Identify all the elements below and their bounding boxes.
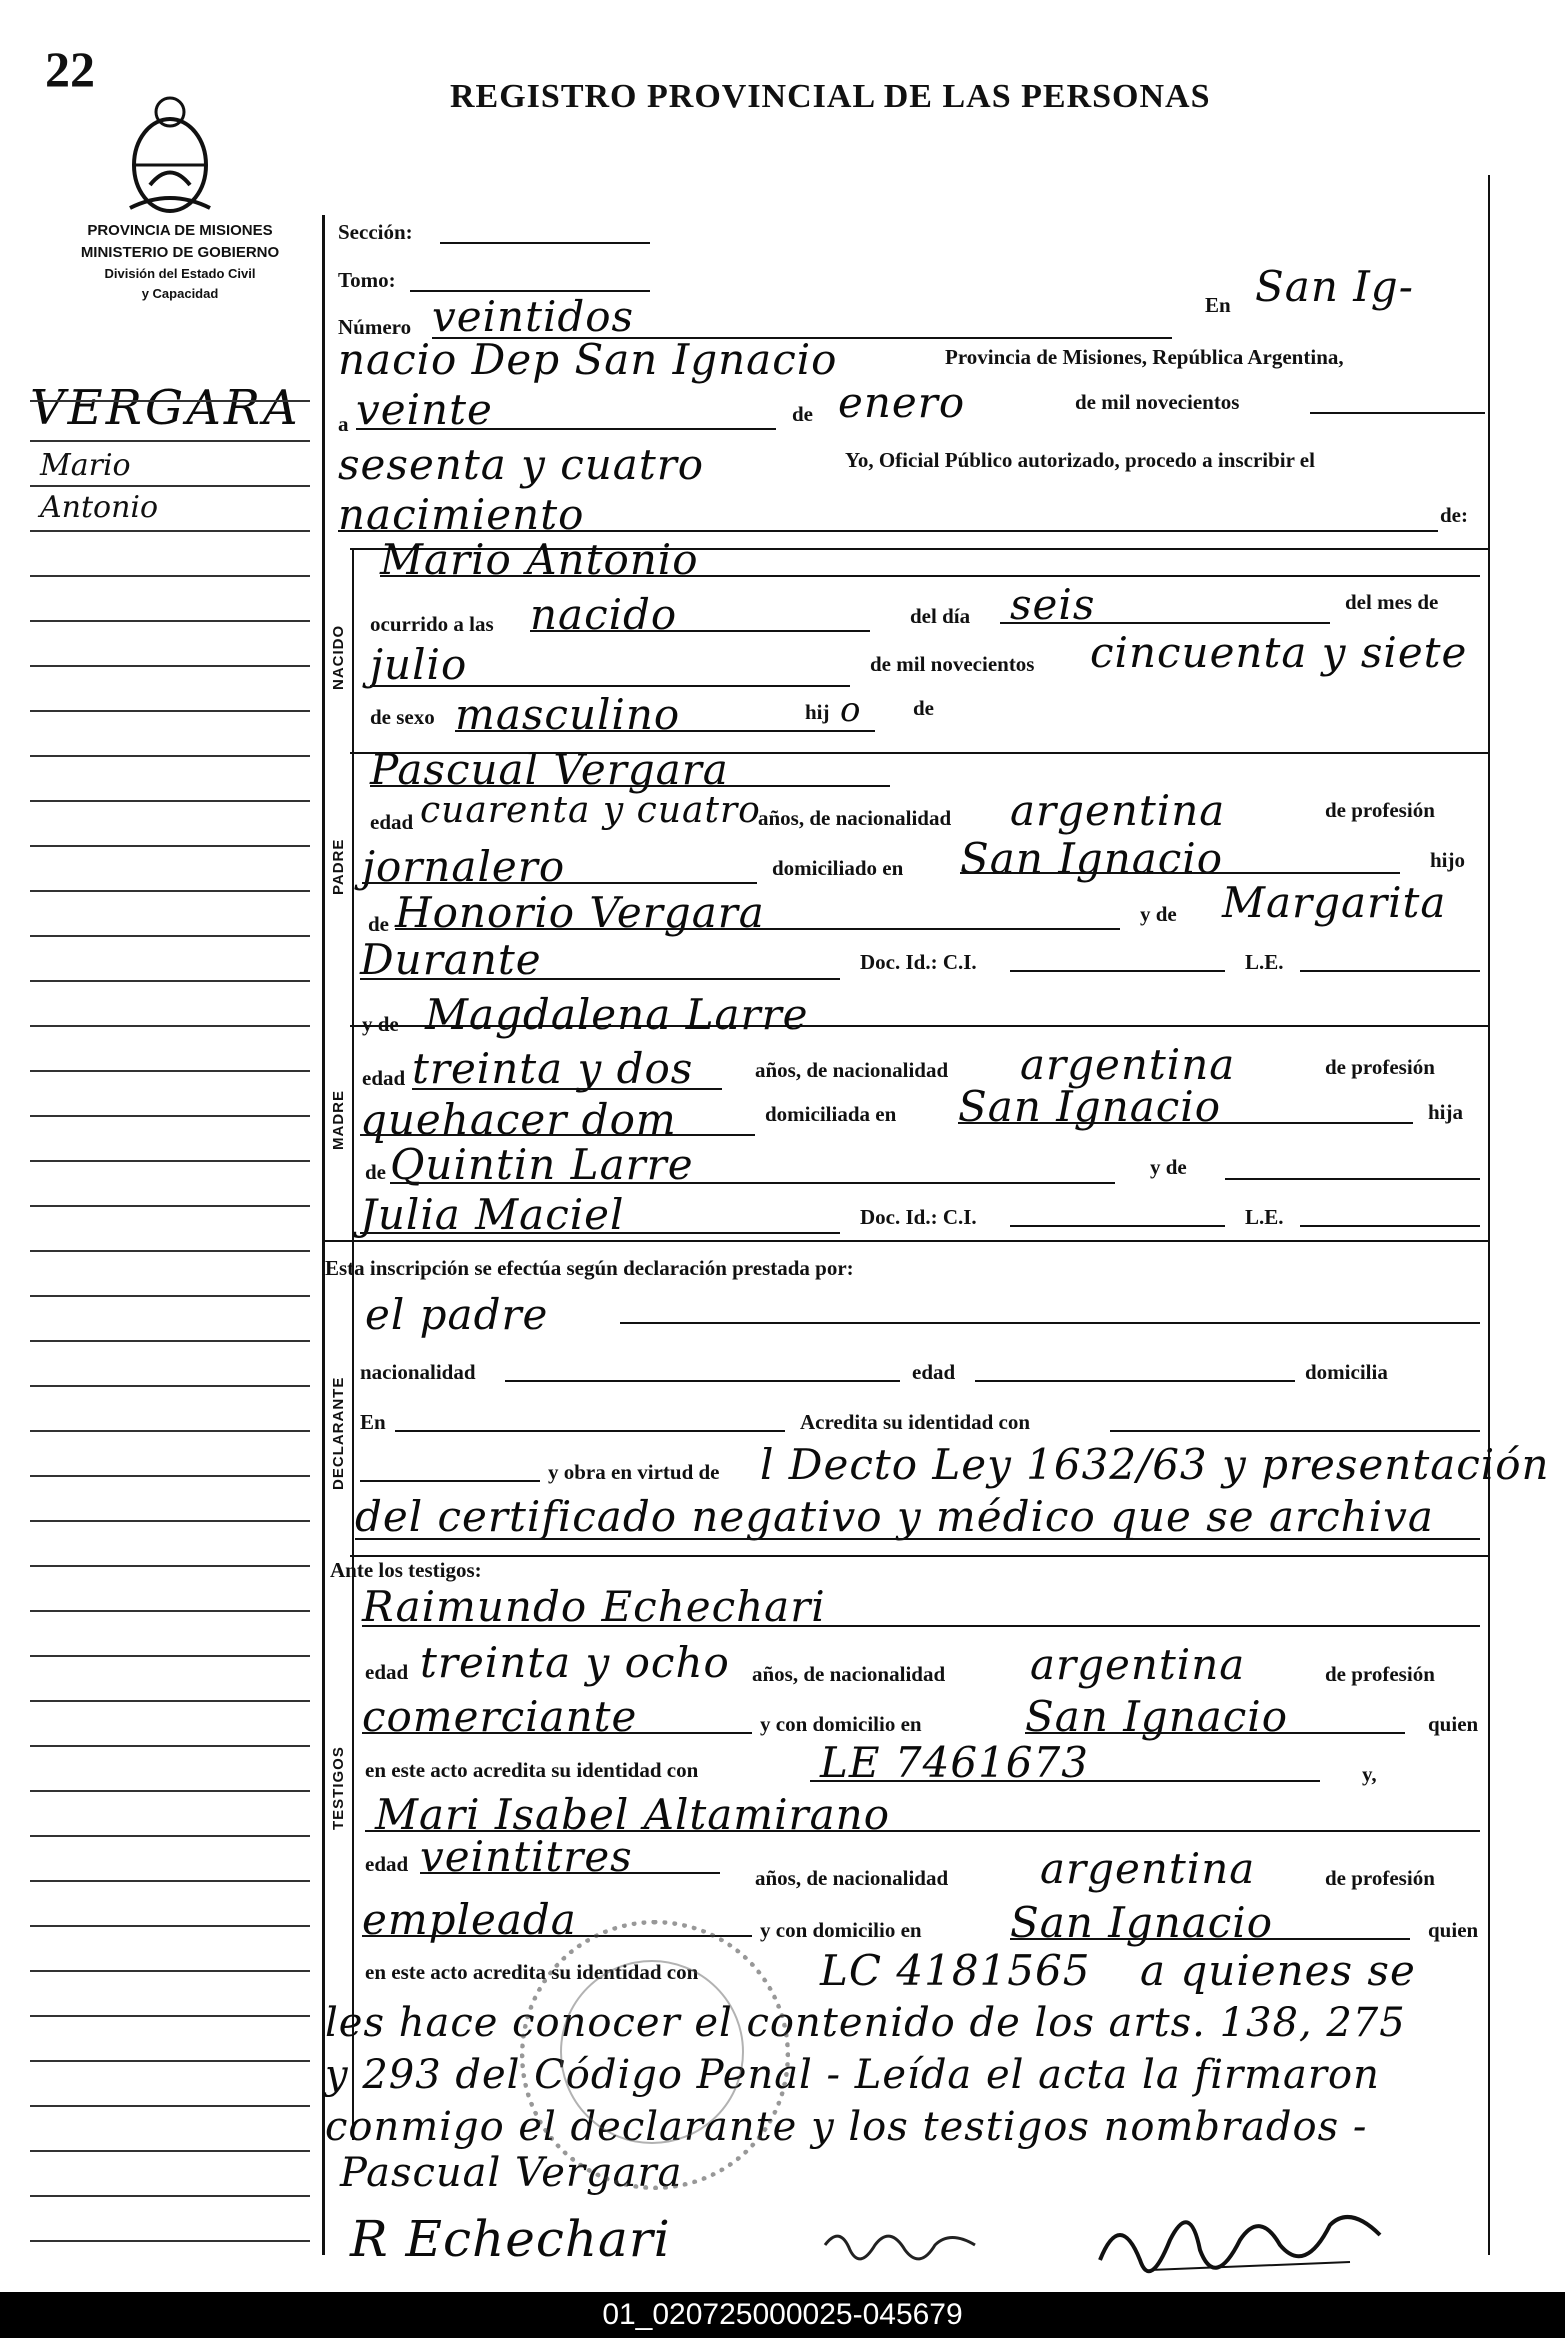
label-madre-anios-nac: años, de nacionalidad [755, 1058, 949, 1082]
value-t1-dom: San Ignacio [1025, 1692, 1289, 1741]
label-t2-profesion: de profesión [1325, 1866, 1435, 1890]
line-mil [1310, 412, 1485, 414]
document-id-footer: 01_020725000025-045679 [0, 2292, 1565, 2338]
value-anio-nac: cincuenta y siete [1090, 628, 1468, 677]
label-numero: Número [338, 315, 412, 339]
label-t2-acredita: en este acto acredita su identidad con [365, 1960, 699, 1984]
label-hij: hij [805, 700, 830, 724]
label-padre-y-de: y de [1140, 902, 1177, 926]
official-seal-inner [560, 1960, 744, 2144]
label-edad-decl: edad [912, 1360, 956, 1384]
value-en-place: San Ig- [1255, 262, 1414, 311]
value-madre-madre: Julia Maciel [360, 1190, 625, 1239]
line-padre-nombre [370, 785, 890, 787]
label-padre-anios-nac: años, de nacionalidad [758, 806, 952, 830]
label-t1-y: y, [1362, 1762, 1377, 1786]
witness-signature-icon [820, 2215, 990, 2265]
value-nombre: Mario Antonio [380, 535, 699, 584]
value-hijo-suffix: o [840, 690, 862, 730]
value-testigo-2: Mari Isabel Altamirano [375, 1790, 891, 1839]
label-madre-y-de-2: y de [1150, 1155, 1187, 1179]
label-padre-hijo: hijo [1430, 848, 1466, 872]
label-domicilia: domicilia [1305, 1360, 1388, 1384]
label-de-colon: de: [1440, 503, 1468, 527]
line-t1-dom [1025, 1732, 1405, 1734]
line-nacionalidad [505, 1380, 900, 1382]
value-madre-nac: argentina [1020, 1040, 1236, 1089]
line-en-decl [395, 1430, 785, 1432]
line-acredita [1110, 1430, 1480, 1432]
coat-of-arms-icon [120, 90, 220, 220]
value-padre-dom: San Ignacio [960, 834, 1224, 883]
value-padre-nombre: Pascual Vergara [370, 745, 729, 794]
label-t1-edad: edad [365, 1660, 409, 1684]
form-left-border [322, 215, 325, 2255]
value-t1-edad: treinta y ocho [420, 1638, 730, 1687]
line-t2-dom [1010, 1938, 1410, 1940]
label-en-decl: En [360, 1410, 386, 1434]
label-en: En [1205, 293, 1231, 317]
label-padre-de: de [368, 912, 389, 936]
value-obra-cont: del certificado negativo y médico que se archiva [355, 1492, 1434, 1541]
value-t2-tail: a quienes se [1140, 1946, 1416, 1995]
value-padre-prof: jornalero [362, 842, 566, 891]
label-t1-anios-nac: años, de nacionalidad [752, 1662, 946, 1686]
label-oficial: Yo, Oficial Público autorizado, procedo a inscribir el [845, 448, 1315, 472]
agency-division: División del Estado Civil [104, 266, 256, 281]
line-madre-le [1300, 1225, 1480, 1227]
label-t1-domicilio: y con domicilio en [760, 1712, 922, 1736]
line-obra-pre [360, 1480, 540, 1482]
value-t1-doc: LE 7461673 [820, 1738, 1089, 1787]
label-padre-profesion: de profesión [1325, 798, 1435, 822]
value-t1-prof: comerciante [362, 1692, 638, 1741]
section-label-padre: PADRE [330, 838, 347, 895]
line-seccion [440, 242, 650, 244]
line-madre-edad [412, 1088, 722, 1090]
agency-province: PROVINCIA DE MISIONES [87, 222, 273, 239]
label-t2-domicilio: y con domicilio en [760, 1918, 922, 1942]
label-de-mil-novecientos: de mil novecientos [870, 652, 1035, 676]
line-obra-cont [355, 1538, 1480, 1540]
value-padre-edad: cuarenta y cuatro [420, 790, 761, 831]
line-t1-doc [810, 1780, 1320, 1782]
document-title: REGISTRO PROVINCIAL DE LAS PERSONAS [450, 78, 1211, 115]
label-madre-edad: edad [362, 1066, 406, 1090]
label-del-mes: del mes de [1345, 590, 1439, 614]
signature-testigo: R Echechari [350, 2210, 671, 2268]
label-mil-novecientos: de mil novecientos [1075, 390, 1240, 414]
value-mes-nac: julio [370, 640, 468, 689]
value-place-cont: nacio Dep San Ignacio [338, 335, 838, 384]
line-madre-padre [390, 1182, 1115, 1184]
value-declarante: el padre [365, 1290, 549, 1339]
official-signature-icon [1090, 2200, 1420, 2280]
label-t2-edad: edad [365, 1852, 409, 1876]
value-t2-nac: argentina [1040, 1844, 1256, 1893]
label-padre-le: L.E. [1245, 950, 1284, 974]
value-t2-doc: LC 4181565 [820, 1946, 1091, 1995]
line-a [356, 428, 776, 430]
label-t1-quien: quien [1428, 1712, 1479, 1736]
label-de-sexo: de sexo [370, 705, 435, 729]
label-acredita: Acredita su identidad con [800, 1410, 1031, 1434]
value-dia: seis [1010, 580, 1096, 629]
label-inscripcion: Esta inscripción se efectúa según declaración prestada por: [325, 1256, 854, 1280]
margin-surname: VERGARA [30, 380, 301, 436]
label-madre-y-de: y de [362, 1012, 399, 1036]
label-provincia: Provincia de Misiones, República Argentina, [945, 345, 1344, 369]
label-nacionalidad: nacionalidad [360, 1360, 476, 1384]
closing-line-3: conmigo el declarante y los testigos nombrados - [325, 2104, 1368, 2150]
value-hora: nacido [530, 590, 678, 639]
agency-ministry: MINISTERIO DE GOBIERNO [80, 244, 280, 261]
label-seccion: Sección: [338, 220, 413, 244]
value-t2-prof: empleada [362, 1895, 577, 1944]
label-t2-anios-nac: años, de nacionalidad [755, 1866, 949, 1890]
value-obra-virtud: l Decto Ley 1632/63 y presentación [760, 1440, 1550, 1489]
line-t2-edad [420, 1872, 720, 1874]
section-label-nacido: NACIDO [330, 624, 347, 690]
value-acto: nacimiento [338, 490, 585, 539]
value-padre-madre: Margarita [1222, 878, 1447, 927]
value-madre-prof: quehacer dom [360, 1095, 677, 1144]
line-declarante [620, 1322, 1480, 1324]
label-ocurrido: ocurrido a las [370, 612, 494, 636]
line-padre-doc [1010, 970, 1225, 972]
label-padre-edad: edad [370, 810, 414, 834]
line-dia [1000, 622, 1330, 624]
line-madre-dom [958, 1122, 1413, 1124]
line-padre-dom [960, 872, 1400, 874]
line-edad-decl [975, 1380, 1295, 1382]
label-de-padres: de [913, 696, 934, 720]
line-hora [530, 630, 870, 632]
line-padre-le [1300, 970, 1480, 972]
label-tomo: Tomo: [338, 268, 396, 292]
label-madre-domiciliada: domiciliada en [765, 1102, 897, 1126]
label-padre-doc: Doc. Id.: C.I. [860, 950, 977, 974]
value-padre-madre-2: Durante [360, 935, 542, 984]
section-label-declarante: DECLARANTE [330, 1376, 347, 1490]
line-acto [338, 530, 1438, 532]
value-numero: veintidos [432, 292, 635, 341]
label-de-mes: de [792, 402, 813, 426]
separator-madre-end [322, 1240, 1490, 1242]
value-t1-nac: argentina [1030, 1640, 1246, 1689]
margin-given-1: Mario [40, 448, 131, 483]
page-number: 22 [45, 41, 95, 97]
value-anio: sesenta y cuatro [338, 440, 705, 489]
line-testigo-1 [362, 1625, 1480, 1627]
label-madre-de: de [365, 1160, 386, 1184]
line-padre-prof [362, 882, 757, 884]
agency-capacity: y Capacidad [141, 286, 219, 301]
value-testigo-1: Raimundo Echechari [362, 1582, 826, 1631]
line-madre-madre [1225, 1178, 1480, 1180]
value-madre-nombre: Magdalena Larre [425, 990, 809, 1039]
line-madre-prof [360, 1134, 755, 1136]
margin-given-2: Antonio [40, 490, 159, 525]
label-madre-le: L.E. [1245, 1205, 1284, 1229]
section-label-madre: MADRE [330, 1090, 347, 1150]
line-nombre [380, 575, 1480, 577]
line-mes-nac [370, 685, 850, 687]
value-madre-padre: Quintin Larre [390, 1140, 694, 1189]
line-sexo [455, 730, 875, 732]
line-madre-madre2 [360, 1232, 840, 1234]
form-right-border [1488, 175, 1490, 2255]
label-t1-profesion: de profesión [1325, 1662, 1435, 1686]
value-mes: enero [838, 378, 966, 427]
closing-line-2: y 293 del Código Penal - Leída el acta la firmaron [325, 2052, 1380, 2098]
label-t1-acredita: en este acto acredita su identidad con [365, 1758, 699, 1782]
label-madre-profesion: de profesión [1325, 1055, 1435, 1079]
value-a-dia: veinte [356, 385, 493, 434]
value-sexo: masculino [455, 690, 681, 739]
line-padre-padre [395, 928, 1120, 930]
label-madre-doc: Doc. Id.: C.I. [860, 1205, 977, 1229]
closing-line-1: les hace conocer el contenido de los arts. 138, 275 [325, 2000, 1406, 2046]
label-t2-quien: quien [1428, 1918, 1479, 1942]
label-a: a [338, 412, 349, 436]
value-padre-nac: argentina [1010, 786, 1226, 835]
signature-padre: Pascual Vergara [340, 2150, 683, 2196]
label-obra: y obra en virtud de [548, 1460, 720, 1484]
line-t1-prof [362, 1732, 752, 1734]
label-del-dia: del día [910, 604, 971, 628]
value-t2-dom: San Ignacio [1010, 1898, 1274, 1947]
section-label-testigos: TESTIGOS [330, 1746, 347, 1830]
separator-declarante [350, 1555, 1490, 1557]
value-madre-edad: treinta y dos [412, 1044, 694, 1093]
value-madre-dom: San Ignacio [958, 1082, 1222, 1131]
line-padre-madre2 [360, 978, 840, 980]
label-madre-hija: hija [1428, 1100, 1464, 1124]
label-ante: Ante los testigos: [330, 1558, 482, 1582]
value-padre-padre: Honorio Vergara [395, 888, 765, 937]
line-madre-doc [1010, 1225, 1225, 1227]
label-padre-domiciliado: domiciliado en [772, 856, 904, 880]
value-t2-edad: veintitres [420, 1832, 633, 1881]
